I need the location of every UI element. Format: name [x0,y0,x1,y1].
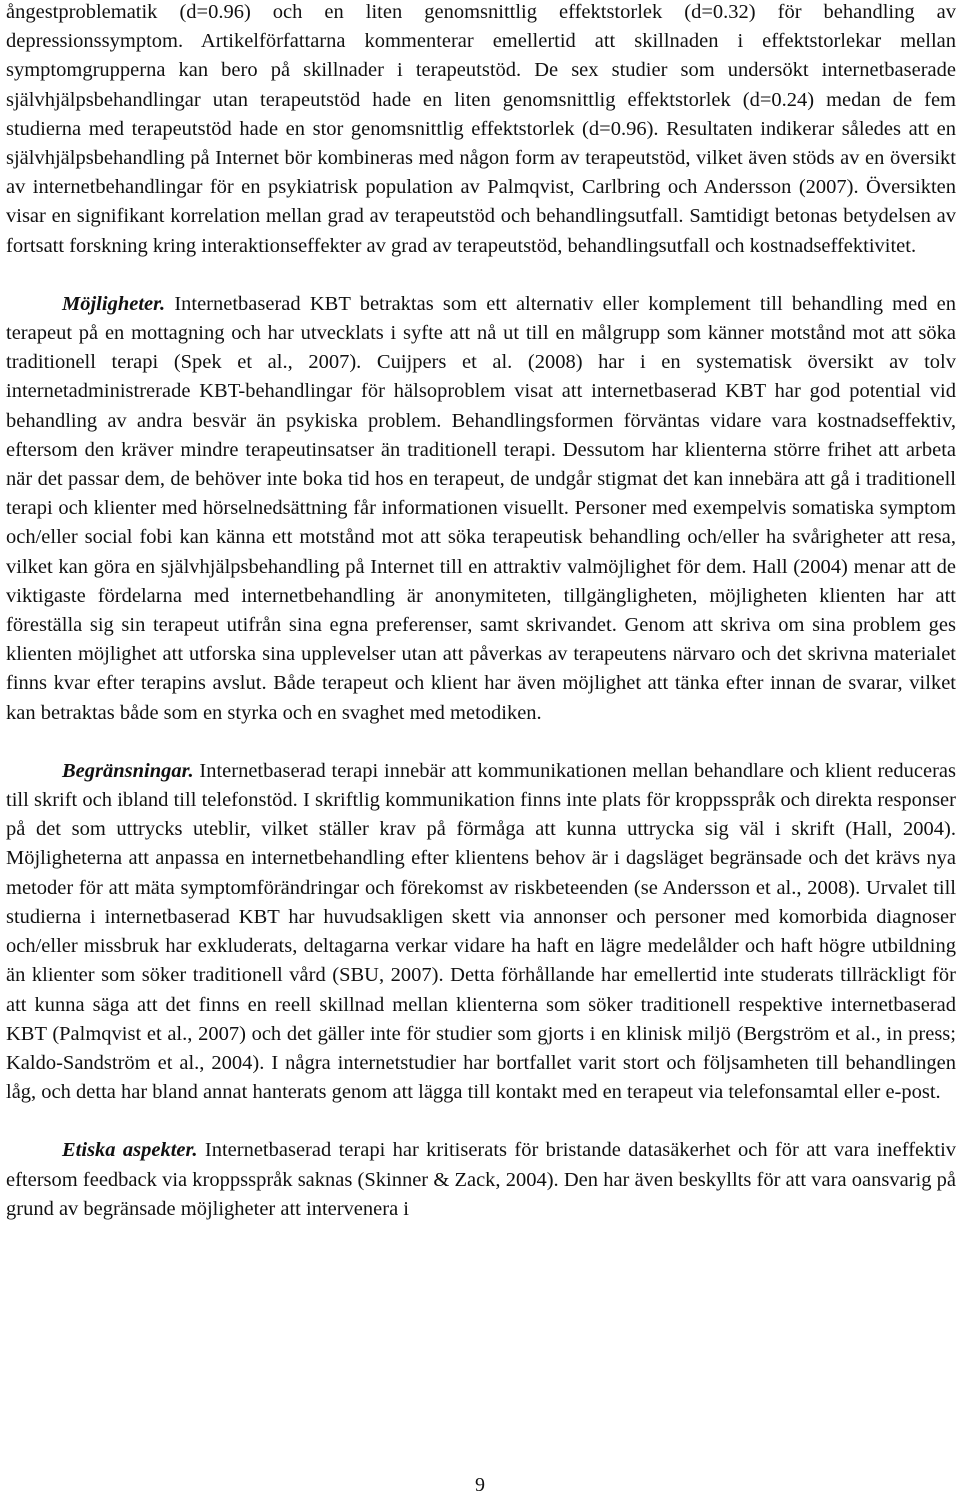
paragraph-limitations [6,757,956,1107]
page-number: 9 [475,1474,485,1496]
paragraph-text: Internetbaserad terapi har kritiserats för bristande datasäkerhet och för att vara ineffektiv eftersom feedback via kroppsspråk saknas (Skinner & Zack, 2004). Den har även beskyllts för att vara oansvarig på grund av begränsade möjligheter att intervenera i [6,1139,957,1220]
paragraph-text: Internetbaserad KBT betraktas som ett alternativ eller komplement till behandling med en terapeut på en mottagning och har utvecklats i syfte att nå ut till en målgrupp som känner motstånd mot att söka traditionell terapi (Spek et al., 2007). Cuijpers et al. (2008) har i en systematisk översikt av tolv internetadministrerade KBT-behandlingar för hälsoproblem visat att internetbaserad KBT har god potential vid behandling av andra besvär än psykiska problem. Behandlingsformen förväntas vidare vara kostnadseffektiv, eftersom den kräver mindre terapeutinsatser än traditionell terapi. Dessutom har klienterna större frihet att arbeta när det passar dem, de behöver inte boka tid hos en terapeut, de undgår stigmat det kan innebära att gå i traditionell terapi och klienter med hörselnedsättning får informationen visuellt. Personer med exempelvis somatiska symptom och/eller social fobi kan känna ett motstånd mot att söka terapeutisk behandling och/eller ha svårigheter att resa, vilket kan göra en självhjälpsbehandling på Internet till en attraktiv valmöjlighet för dem. Hall (2004) menar att de viktigaste fördelarna med internetbehandling är anonymiteten, tillgängligheten, möjligheten klienten har att föreställa sig sin terapeut utifrån sina egna preferenser, samt skrivandet. Genom att skriva om sina problem ges klienten möjlighet att utforska sina upplevelser utan att påverkas av terapeutens närvaro och det skrivna materialet finns kvar efter terapins avslut. Både terapeut och klient har även möjlighet att tänka efter innan de svarar, vilket kan betraktas både som en styrka och en svaghet med metodiken. [6,292,957,724]
paragraph-text: Internetbaserad terapi innebär att kommunikationen mellan behandlare och klient reduceras till skrift och ibland till telefonstöd. I skriftlig kommunikation finns inte plats för kroppsspråk och direkta responser på det som uttrycks uteblir, vilket ställer krav på förmåga att kunna uttrycka sig väl i skrift (Hall, 2004). Möjligheterna att anpassa en internetbehandling efter klientens behov är i dagsläget begränsade och det krävs nya metoder för att mäta symptomförändringar och förekomst av riskbeteenden (se Andersson et al., 2008). Urvalet till studierna i internetbaserad KBT har huvudsakligen skett via annonser och personer med komorbida diagnoser och/eller missbruk har exkluderats, deltagarna verkar vidare ha haft en lägre medelålder och haft högre utbildning än klienter som söker traditionell vård (SBU, 2007). Detta förhållande har emellertid inte studerats tillräckligt för att kunna säga att det finns en reell skillnad mellan klienterna som söker traditionell respektive internetbaserad KBT (Palmqvist et al., 2007) och det gäller inte för studier som gjorts i en klinisk miljö (Bergström et al., in press; Kaldo-Sandström et al., 2004). I några internetstudier har bortfallet varit stort och följsamheten till behandlingen låg, och detta har bland annat hanterats genom att lägga till kontakt med en terapeut via telefonsamtal eller e-post. [6,759,956,1104]
paragraph-possibilities [6,290,956,728]
section-heading-ethics: Etiska aspekter. [62,1139,198,1162]
paragraph-ethics [6,1136,956,1224]
paragraph-effect-sizes [6,0,956,261]
document-page [6,0,956,1253]
section-heading-limitations: Begränsningar. [62,759,194,782]
section-heading-possibilities: Möjligheter. [62,292,166,315]
paragraph-text: ångestproblematik (d=0.96) och en liten genomsnittlig effektstorlek (d=0.32) för behandling av depressionssymptom. Artikelförfattarna kommenterar emellertid att skillnaden i effektstorlekar mellan symptomgrupperna kan bero på skillnader i terapeutstöd. De sex studier som undersökt internetbaserade självhjälpsbehandlingar utan terapeutstöd hade en liten genomsnittlig effektstorlek (d=0.24) medan de fem studierna med terapeutstöd hade en stor genomsnittlig effektstorlek (d=0.96). Resultaten indikerar således att en självhjälpsbehandling på Internet bör kombineras med någon form av terapeutstöd, vilket även stöds av en översikt av internetbehandlingar för en psykiatrisk population av Palmqvist, Carlbring och Andersson (2007). Översikten visar en signifikant korrelation mellan grad av terapeutstöd och behandlingsutfall. Samtidigt betonas betydelsen av fortsatt forskning kring interaktionseffekter av grad av terapeutstöd, behandlingsutfall och kostnadseffektivitet. [6,1,956,257]
